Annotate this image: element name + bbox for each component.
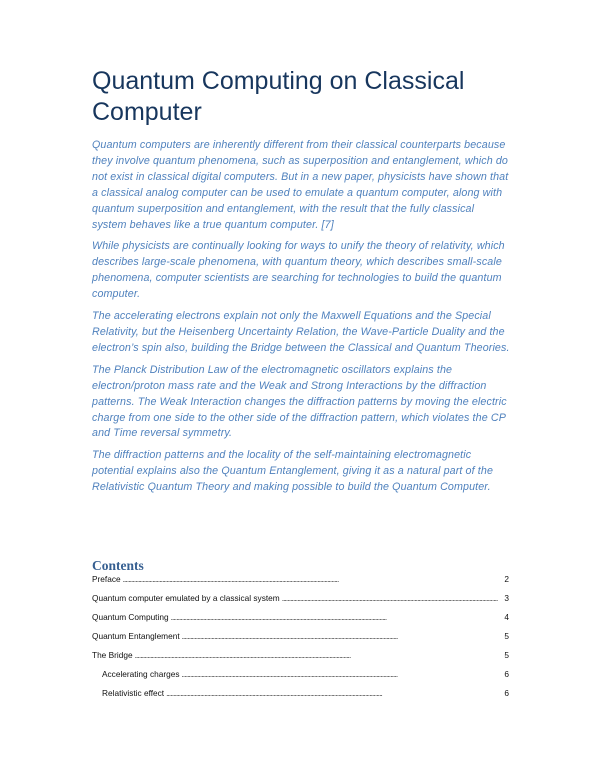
toc-entry-quantum-entanglement[interactable] bbox=[92, 631, 509, 650]
intro-paragraph: The Planck Distribution Law of the electromagnetic oscillators explains the electron/proton mass rate and the Weak and Strong Interactions by the diffraction patterns. The Weak Interaction changes the diffraction patterns by moving the electric charge from one side to the other side of the diffraction pattern, which violates the CP and Time reversal symmetry. bbox=[92, 363, 507, 440]
toc-entry-title: Quantum Entanglement bbox=[92, 631, 180, 641]
toc-dot-leader bbox=[123, 574, 503, 584]
toc-page-number: 4 bbox=[504, 612, 509, 622]
toc-dot-leader bbox=[182, 631, 503, 641]
intro-paragraph: The accelerating electrons explain not only the Maxwell Equations and the Special Relativity, but the Heisenberg Uncertainty Relation, the Wave-Particle Duality and the electron’s spin also, building the Bridge between the Classical and Quantum Theories. bbox=[92, 310, 510, 354]
toc-entry-title: Relativistic effect bbox=[102, 688, 165, 698]
toc-dot-leader bbox=[135, 650, 503, 660]
toc-entry-the-bridge[interactable] bbox=[92, 650, 509, 669]
toc-dot-leader bbox=[171, 612, 503, 622]
intro-paragraph: Quantum computers are inherently different from their classical counterparts because they involve quantum phenomena, such as superposition and entanglement, which do not exist in classical digital computers. But in a new paper, physicists have shown that a classical analog computer can be used to emulate a quantum computer, along with quantum superposition and entanglement, with the result that the fully classical system behaves like a true quantum computer. [7] bbox=[92, 139, 509, 231]
toc-entry-accelerating-charges[interactable] bbox=[92, 669, 509, 688]
toc-entry-quantum-computing[interactable] bbox=[92, 612, 509, 631]
toc-heading: Contents bbox=[92, 558, 144, 573]
intro-paragraph: The diffraction patterns and the locality of the self-maintaining electromagnetic potential explains also the Quantum Entanglement, giving it as a natural part of the Relativistic Quantum Theory and making possible to build the Quantum Computer. bbox=[92, 449, 494, 494]
toc-page-number: 3 bbox=[504, 593, 509, 603]
toc-dot-leader bbox=[166, 688, 502, 698]
toc-page-number: 6 bbox=[504, 688, 509, 698]
toc-entry-title: The Bridge bbox=[92, 650, 133, 660]
toc-entry-title: Preface bbox=[92, 574, 121, 584]
toc-entry-title: Accelerating charges bbox=[102, 669, 180, 679]
toc-dot-leader bbox=[181, 669, 502, 679]
toc-page-number: 6 bbox=[504, 669, 509, 679]
toc-entry-quantum-computer-emulated[interactable] bbox=[92, 593, 509, 612]
toc-entry-title: Quantum computer emulated by a classical system bbox=[92, 593, 280, 603]
table-of-contents bbox=[92, 574, 509, 707]
document-title: Quantum Computing on Classical Computer bbox=[92, 67, 465, 126]
toc-dot-leader bbox=[282, 593, 503, 603]
toc-entry-title: Quantum Computing bbox=[92, 612, 169, 622]
toc-entry-preface[interactable] bbox=[92, 574, 509, 593]
intro-paragraph: While physicists are continually looking for ways to unify the theory of relativity, which describes large-scale phenomena, with quantum theory, which describes small-scale phenomena, computer scientists are searching for technologies to build the quantum computer. bbox=[92, 240, 505, 301]
intro-section bbox=[92, 138, 510, 502]
toc-page-number: 5 bbox=[504, 650, 509, 660]
toc-page-number: 2 bbox=[504, 574, 509, 584]
toc-page-number: 5 bbox=[504, 631, 509, 641]
toc-entry-relativistic-effect[interactable] bbox=[92, 688, 509, 707]
